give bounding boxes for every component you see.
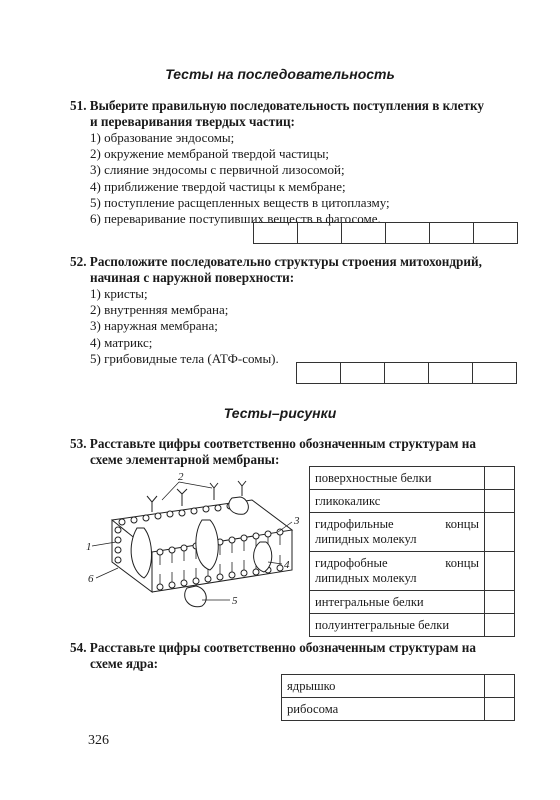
option-item: 2) окружение мембраной твердой частицы; <box>90 146 330 162</box>
integral-protein <box>196 520 218 570</box>
match-table-54 <box>281 674 515 721</box>
answer-cell[interactable] <box>341 363 385 384</box>
answer-cell[interactable] <box>386 223 430 244</box>
question-number: 51. <box>70 98 87 113</box>
table-row <box>282 675 515 698</box>
question-number: 52. <box>70 254 87 269</box>
option-item: 1) кристы; <box>90 286 148 301</box>
diagram-label: 2 <box>178 471 184 483</box>
option-item: 4) матрикс; <box>90 334 153 350</box>
option-item: 3) слияние эндосомы с первичной лизосомой; <box>90 162 345 178</box>
section-title-pictures: Тесты–рисунки <box>223 405 337 421</box>
table-row <box>282 698 515 721</box>
table-row <box>310 490 515 513</box>
diagram-label: 3 <box>294 515 300 527</box>
answer-grid-51 <box>253 222 518 244</box>
answer-cell[interactable] <box>485 467 515 490</box>
section-title-sequence: Тесты на последовательность <box>165 66 395 82</box>
question-text-line2: начиная с наружной поверхности: <box>90 270 295 285</box>
answer-cell[interactable] <box>429 363 473 384</box>
question-number: 54. <box>70 640 87 655</box>
answer-cell[interactable] <box>485 591 515 614</box>
question-51-options <box>90 130 510 227</box>
answer-cell[interactable] <box>474 223 518 244</box>
question-53-title <box>70 436 520 468</box>
answer-cell[interactable] <box>485 513 515 552</box>
question-51-title <box>70 98 520 130</box>
option-item: 2) внутренняя мембрана; <box>90 302 229 318</box>
table-row <box>310 614 515 637</box>
surface-protein <box>185 586 207 607</box>
diagram-label: 5 <box>232 595 238 607</box>
page-number: 326 <box>88 733 109 748</box>
structure-name: полуинтегральные белки <box>310 614 485 637</box>
structure-name: гидрофобные концы липидных молекул <box>310 552 485 591</box>
answer-cell[interactable] <box>430 223 474 244</box>
diagram-label: 1 <box>86 541 92 553</box>
answer-cell[interactable] <box>485 698 515 721</box>
table-row <box>310 513 515 552</box>
structure-name: ядрышко <box>282 675 485 698</box>
question-text: Выберите правильную последовательность поступления в клетку <box>89 98 484 113</box>
table-row <box>310 591 515 614</box>
option-item: 5) поступление расщепленных веществ в цитоплазму; <box>90 194 390 210</box>
answer-cell[interactable] <box>297 363 341 384</box>
integral-protein <box>131 528 151 578</box>
question-text: Расположите последовательно структуры строения митохондрий, <box>89 254 482 269</box>
structure-name: рибосома <box>282 698 485 721</box>
diagram-label: 4 <box>284 559 290 571</box>
question-52-title <box>70 254 520 286</box>
answer-cell[interactable] <box>485 614 515 637</box>
question-text-line2: и переваривания твердых частиц: <box>90 114 295 129</box>
option-item: 4) приближение твердой частицы к мембране; <box>90 178 346 194</box>
table-row <box>310 552 515 591</box>
answer-cell[interactable] <box>254 223 298 244</box>
structure-name: гликокаликс <box>310 490 485 513</box>
option-item: 1) образование эндосомы; <box>90 130 235 145</box>
option-item: 6) переваривание поступивших веществ в фагосоме. <box>90 211 381 227</box>
answer-cell[interactable] <box>485 675 515 698</box>
diagram-label: 6 <box>88 573 94 585</box>
match-table-53 <box>309 466 515 637</box>
answer-cell[interactable] <box>385 363 429 384</box>
question-text: Расставьте цифры соответственно обозначенным структурам на <box>89 436 476 451</box>
answer-grid-52 <box>296 362 517 384</box>
question-text: Расставьте цифры соответственно обозначенным структурам на <box>89 640 476 655</box>
answer-cell[interactable] <box>485 552 515 591</box>
question-text-line2: схеме элементарной мембраны: <box>90 452 280 467</box>
structure-name: интегральные белки <box>310 591 485 614</box>
answer-cell[interactable] <box>342 223 386 244</box>
surface-protein <box>229 497 249 514</box>
option-item: 5) грибовидные тела (АТФ-сомы). <box>90 350 279 366</box>
question-number: 53. <box>70 436 87 451</box>
option-item: 3) наружная мембрана; <box>90 318 218 334</box>
structure-name: поверхностные белки <box>310 467 485 490</box>
question-52-options <box>90 286 510 367</box>
membrane-diagram <box>82 470 302 620</box>
question-text-line2: схеме ядра: <box>90 656 159 671</box>
question-54-title <box>70 640 520 672</box>
table-row <box>310 467 515 490</box>
structure-name: гидрофильные концы липидных молекул <box>310 513 485 552</box>
answer-cell[interactable] <box>298 223 342 244</box>
answer-cell[interactable] <box>473 363 517 384</box>
answer-cell[interactable] <box>485 490 515 513</box>
